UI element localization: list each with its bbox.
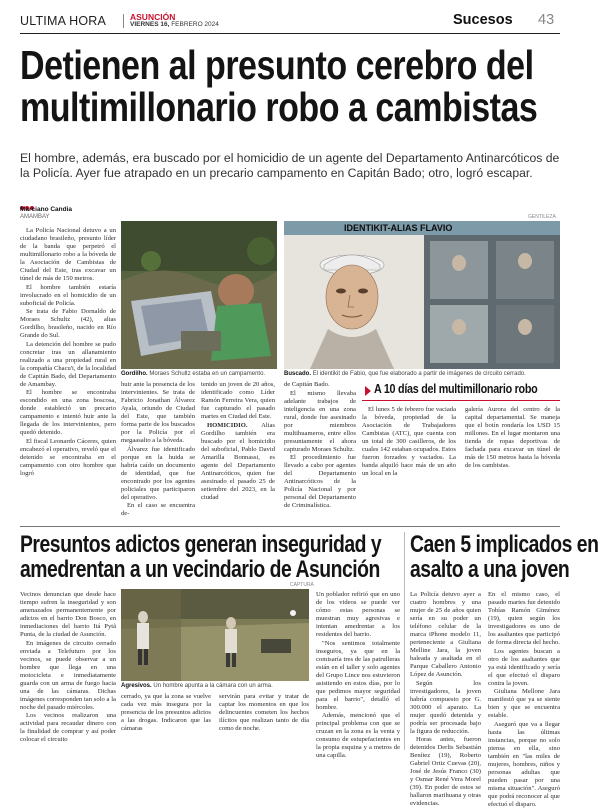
author-city: AMAMBAY	[20, 214, 50, 220]
story2-col2: cerrado, ya que la zona se vuelve cada vez más insegura por la presencia de los presuntos adictos a las drogas. Indicaron que las cámaras	[121, 693, 211, 732]
main-headline-line2: multimillonario robo a cambistas	[20, 84, 538, 130]
paragraph: El hombre también estaría involucrado en el homicidio de un suboficial de Policía.	[20, 283, 116, 307]
identikit-title: IDENTIKIT-ALIAS FLAVIO	[344, 223, 453, 233]
story3-headline-line2: asalto a una joven	[410, 556, 570, 583]
main-photo	[121, 221, 277, 369]
main-headline-line1: Detienen al presunto cerebro del	[20, 42, 534, 88]
story2-photo-caption	[121, 683, 311, 690]
paragraph: Horas antes, fueron detenidos Derlis Sebastián Benítez (19), Roberto Gabriel Ortiz Cuevas (20), José de Jesús Franco (30) y Osmar René Vera Morel (39). En poder de estos se hallaron marihuana y otras evidencias.	[410, 736, 481, 807]
main-col4	[284, 381, 356, 521]
paragraph: Álvarez fue identificado porque en la huida se habría caído un documento de identidad, que fue encontrado por los agentes policiales que participaron del operativo.	[121, 445, 195, 501]
column-divider	[404, 532, 405, 750]
identikit-image	[284, 235, 560, 369]
page-number: 43	[538, 12, 555, 28]
author-dots	[20, 197, 40, 201]
caption-text: Un hombre apunta a la cámara con un arma.	[153, 683, 273, 689]
sidebar-rule	[362, 400, 560, 401]
caption-text: Moraes Schultz estaba en un campamento.	[149, 371, 266, 377]
story2-col4	[316, 591, 400, 759]
sidebar-col1: El lunes 5 de febrero fue vaciada la bóveda, propiedad de la Asociación de Trabajadores Cambistas (ATC), que cuenta con un total de 300 casilleros, de los cuales 142 estaban ocupados. Estos fueron forzados y vaciados. La banda alquiló hace más de un año un local en la	[362, 406, 456, 477]
sidebar-title: A 10 días del multimillonario robo	[374, 382, 538, 396]
main-headline	[20, 42, 538, 130]
story3-col2	[488, 591, 560, 808]
paragraph-homicidio	[201, 422, 275, 502]
paragraph: Los vecinos realizaron una actividad para recaudar dinero con la finalidad de comprar y así poder colocar el circuito	[20, 712, 116, 743]
paragraph: Giuliana Mellone Jara manifestó que ya se siente bien y que se encuentra estable.	[488, 688, 560, 719]
paragraph: En el caso se encuentra de-	[121, 502, 195, 517]
category-label: Sucesos	[453, 12, 513, 28]
date-bold: VIERNES 16,	[130, 21, 170, 28]
paragraph: En el mismo caso, el pasado martes fue detenido Tobías Ramón Giménez (19), quien según los investigadores es uno de los asaltantes que participó de forma directa del hecho.	[488, 591, 560, 646]
main-col3	[201, 381, 275, 521]
identikit-caption	[284, 371, 560, 378]
story2-col1	[20, 591, 116, 751]
paragraph-text: Alias Gordilho también era buscado por el homicidio del suboficial, Pablo David Amarilla Bonnassi, es agente del Departamento Antinarcóticos, quien fue asesinado el pasado 25 de setiembre del 2023, en la ciudad	[201, 421, 275, 501]
paragraph: tenido un joven de 20 años, identificado como Líder Ramón Ferreira Vera, quien fue capturado el pasado martes en Ciudad del Este.	[201, 381, 275, 420]
story3-headline	[410, 531, 598, 583]
subhead-lead: HOMICIDIO.	[207, 421, 248, 429]
paragraph: La Policía Nacional detuvo a un ciudadano brasileño, presunto líder de la banda que perpetró el multimillonario robo a la bóveda de la Asociación de Cambistas de Ciudad del Este, tras excavar un túnel de más de 150 metros.	[20, 227, 116, 282]
paragraph: La detención del hombre se pudo concretar tras un allanamiento realizado a una propiedad rural en la compañía Chacu'i, de la localidad de Capitán Bado, del Departamento de Amambay.	[20, 340, 116, 388]
paragraph: Se trata de Fabio Dornaldo de Moraes Schultz (42), alias Gordilho, brasileño, nacido en Río Grande do Sul.	[20, 308, 116, 339]
cctv-image	[121, 589, 309, 681]
paragraph: El procedimiento fue llevado a cabo por agentes del Departamento Antinarcóticos de la Policía Nacional y por personal del Departamento de Criminalística.	[284, 454, 356, 509]
campsite-image	[121, 221, 277, 369]
author-name: Marciano Candia	[20, 206, 73, 213]
paragraph: Según los investigadores, la joven habría compuesto por G. 300.000 el aparato. La mujer quedó detenida y podría ser procesada bajo la figura de reducción.	[410, 679, 481, 735]
date-rest: FEBRERO 2024	[171, 21, 219, 28]
paragraph: Aseguró que va a llegar hasta las últimas instancias, porque no solo piensa en ella, sino también en "las miles de mujeres, hombres, niños y personas adultas que pueden pasar por una misma situación". Aseguró que podrá reconocer al que efectuó el disparo.	[488, 720, 560, 808]
caption-lead: Gordilho.	[121, 371, 148, 377]
main-col2	[121, 381, 195, 521]
publication-name: ASUNCIÓN	[130, 12, 176, 22]
paragraph: huir ante la presencia de los intervinientes. Se trata de Fabricio Jonathan Álvarez Ayala, oriundo de Ciudad del Este, que también forma parte de los buscados por la Policía por el megaasalto a la bóveda.	[121, 381, 195, 444]
paragraph: El mismo llevaba adelante trabajos de inteligencia en una zona rural, donde fue asesinado por miembros multihuameros, entre ellos presuntamente el ahora capturado Moraes Schultz.	[284, 389, 356, 453]
section-label: ULTIMA HORA	[20, 14, 107, 28]
section-divider	[20, 526, 560, 527]
story3-col1	[410, 591, 481, 807]
identikit-title-bar	[284, 221, 560, 235]
main-deck: El hombre, además, era buscado por el homicidio de un agente del Departamento Antinarcóticos de la Policía. Ayer fue atrapado en un precario campamento en Capitán Bado; otro, logró escapar.	[20, 151, 560, 180]
sidebar-box	[362, 382, 560, 520]
story2-headline	[20, 531, 382, 583]
story2-col3: servirán para evitar y tratar de captar los momentos en que los delincuentes cometen los hechos ilícitos que realizan tanto de día como de noche.	[219, 693, 309, 732]
header-rule	[20, 33, 560, 34]
story2-headline-line2: amedrentan a un vecindario de Asunción	[20, 556, 380, 583]
main-col1	[20, 227, 116, 520]
main-photo-caption	[121, 371, 281, 378]
paragraph: Los agentes buscan a otro de los asaltantes que ya está identificado y sería el que efectuó el disparo contra la joven.	[488, 647, 560, 687]
sidebar-arrow-icon	[365, 386, 371, 396]
paragraph: La Policía detuvo ayer a cuatro hombres y una mujer de 25 de años quien sería en su poder un teléfono celular de la marca iPhone modelo 11, perteneciente a Giuliana Melline Jara, la joven baleada y asaltada en el Parque Caballero Antonio López de Asunción.	[410, 591, 481, 678]
publication-date	[130, 21, 219, 28]
story3-headline-line1: Caen 5 implicados en	[410, 531, 598, 558]
paragraph: "Nos sentimos totalmente inseguros, ya que en la comisaría tres de las patrulleras están en el taller y solo agentes del Grupo Lince nos estuvieron asistiendo en estos días, por lo que pedimos mayor seguridad para el barrio", detalló el hombre.	[316, 639, 400, 711]
story2-photo-credit: CAPTURA	[290, 582, 314, 588]
paragraph: Vecinos denuncian que desde hace tiempo sufren la inseguridad y son amenazados permanentemente por adictos en el barrio Don Bosco, en inmediaciones del barrio Itá Pytã Punta, de la ciudad de Asunción.	[20, 591, 116, 638]
sidebar-col2: galería Aurora del centro de la capital departamental. Se maneja que el botín rondaría los USD 15 millones. En el lugar montaron una tienda de ropas deportivas de fachada para excavar un túnel de más de 150 metros hasta la bóveda de los cambistas.	[465, 406, 560, 469]
caption-text: El identikit de Fabio, que fue elaborado a partir de imágenes de circuito cerrado.	[312, 371, 526, 377]
paragraph: de Capitán Bado.	[284, 381, 330, 388]
paragraph: El fiscal Leonardo Cáceres, quien encabezó el operativo, reveló que el detenido se encontraba en el campamento con otro hombre que logró	[20, 437, 116, 477]
identikit-credit: GENTILEZA	[528, 214, 556, 220]
paragraph: En imágenes de circuito cerrado enviada a Telefuturo por los vecinos, se puede observar a un hombre que llega en una motocicleta e inmediatamente guarda con un arma de fuego hacia una de las cámaras. Dichas imágenes corresponden tan solo a la noche del pasado miércoles.	[20, 639, 116, 711]
paragraph: Un poblador refirió que en uno de los videos se puede ver cómo estas personas se muestran muy agresivas e intentan amedrentar a los residentes del barrio.	[316, 591, 400, 638]
story2-photo	[121, 589, 309, 681]
page-header	[20, 12, 560, 30]
story2-headline-line1: Presuntos adictos generan inseguridad y	[20, 531, 382, 558]
identikit-box	[284, 221, 560, 369]
caption-lead: Agresivos.	[121, 683, 152, 689]
caption-lead: Buscado.	[284, 371, 312, 377]
paragraph: Además, mencionó que el principal problema con que se cruzan en la zona es la venta y consumo de estupefacientes en la propia esquina y a metros de una capilla.	[316, 712, 400, 759]
header-divider	[123, 14, 124, 28]
paragraph: El hombre se encontraba escondido en una zona boscosa, donde estableció un precario campamento e intentó huir ante la llegada de los intervinientes, pero quedó detenido.	[20, 389, 116, 436]
